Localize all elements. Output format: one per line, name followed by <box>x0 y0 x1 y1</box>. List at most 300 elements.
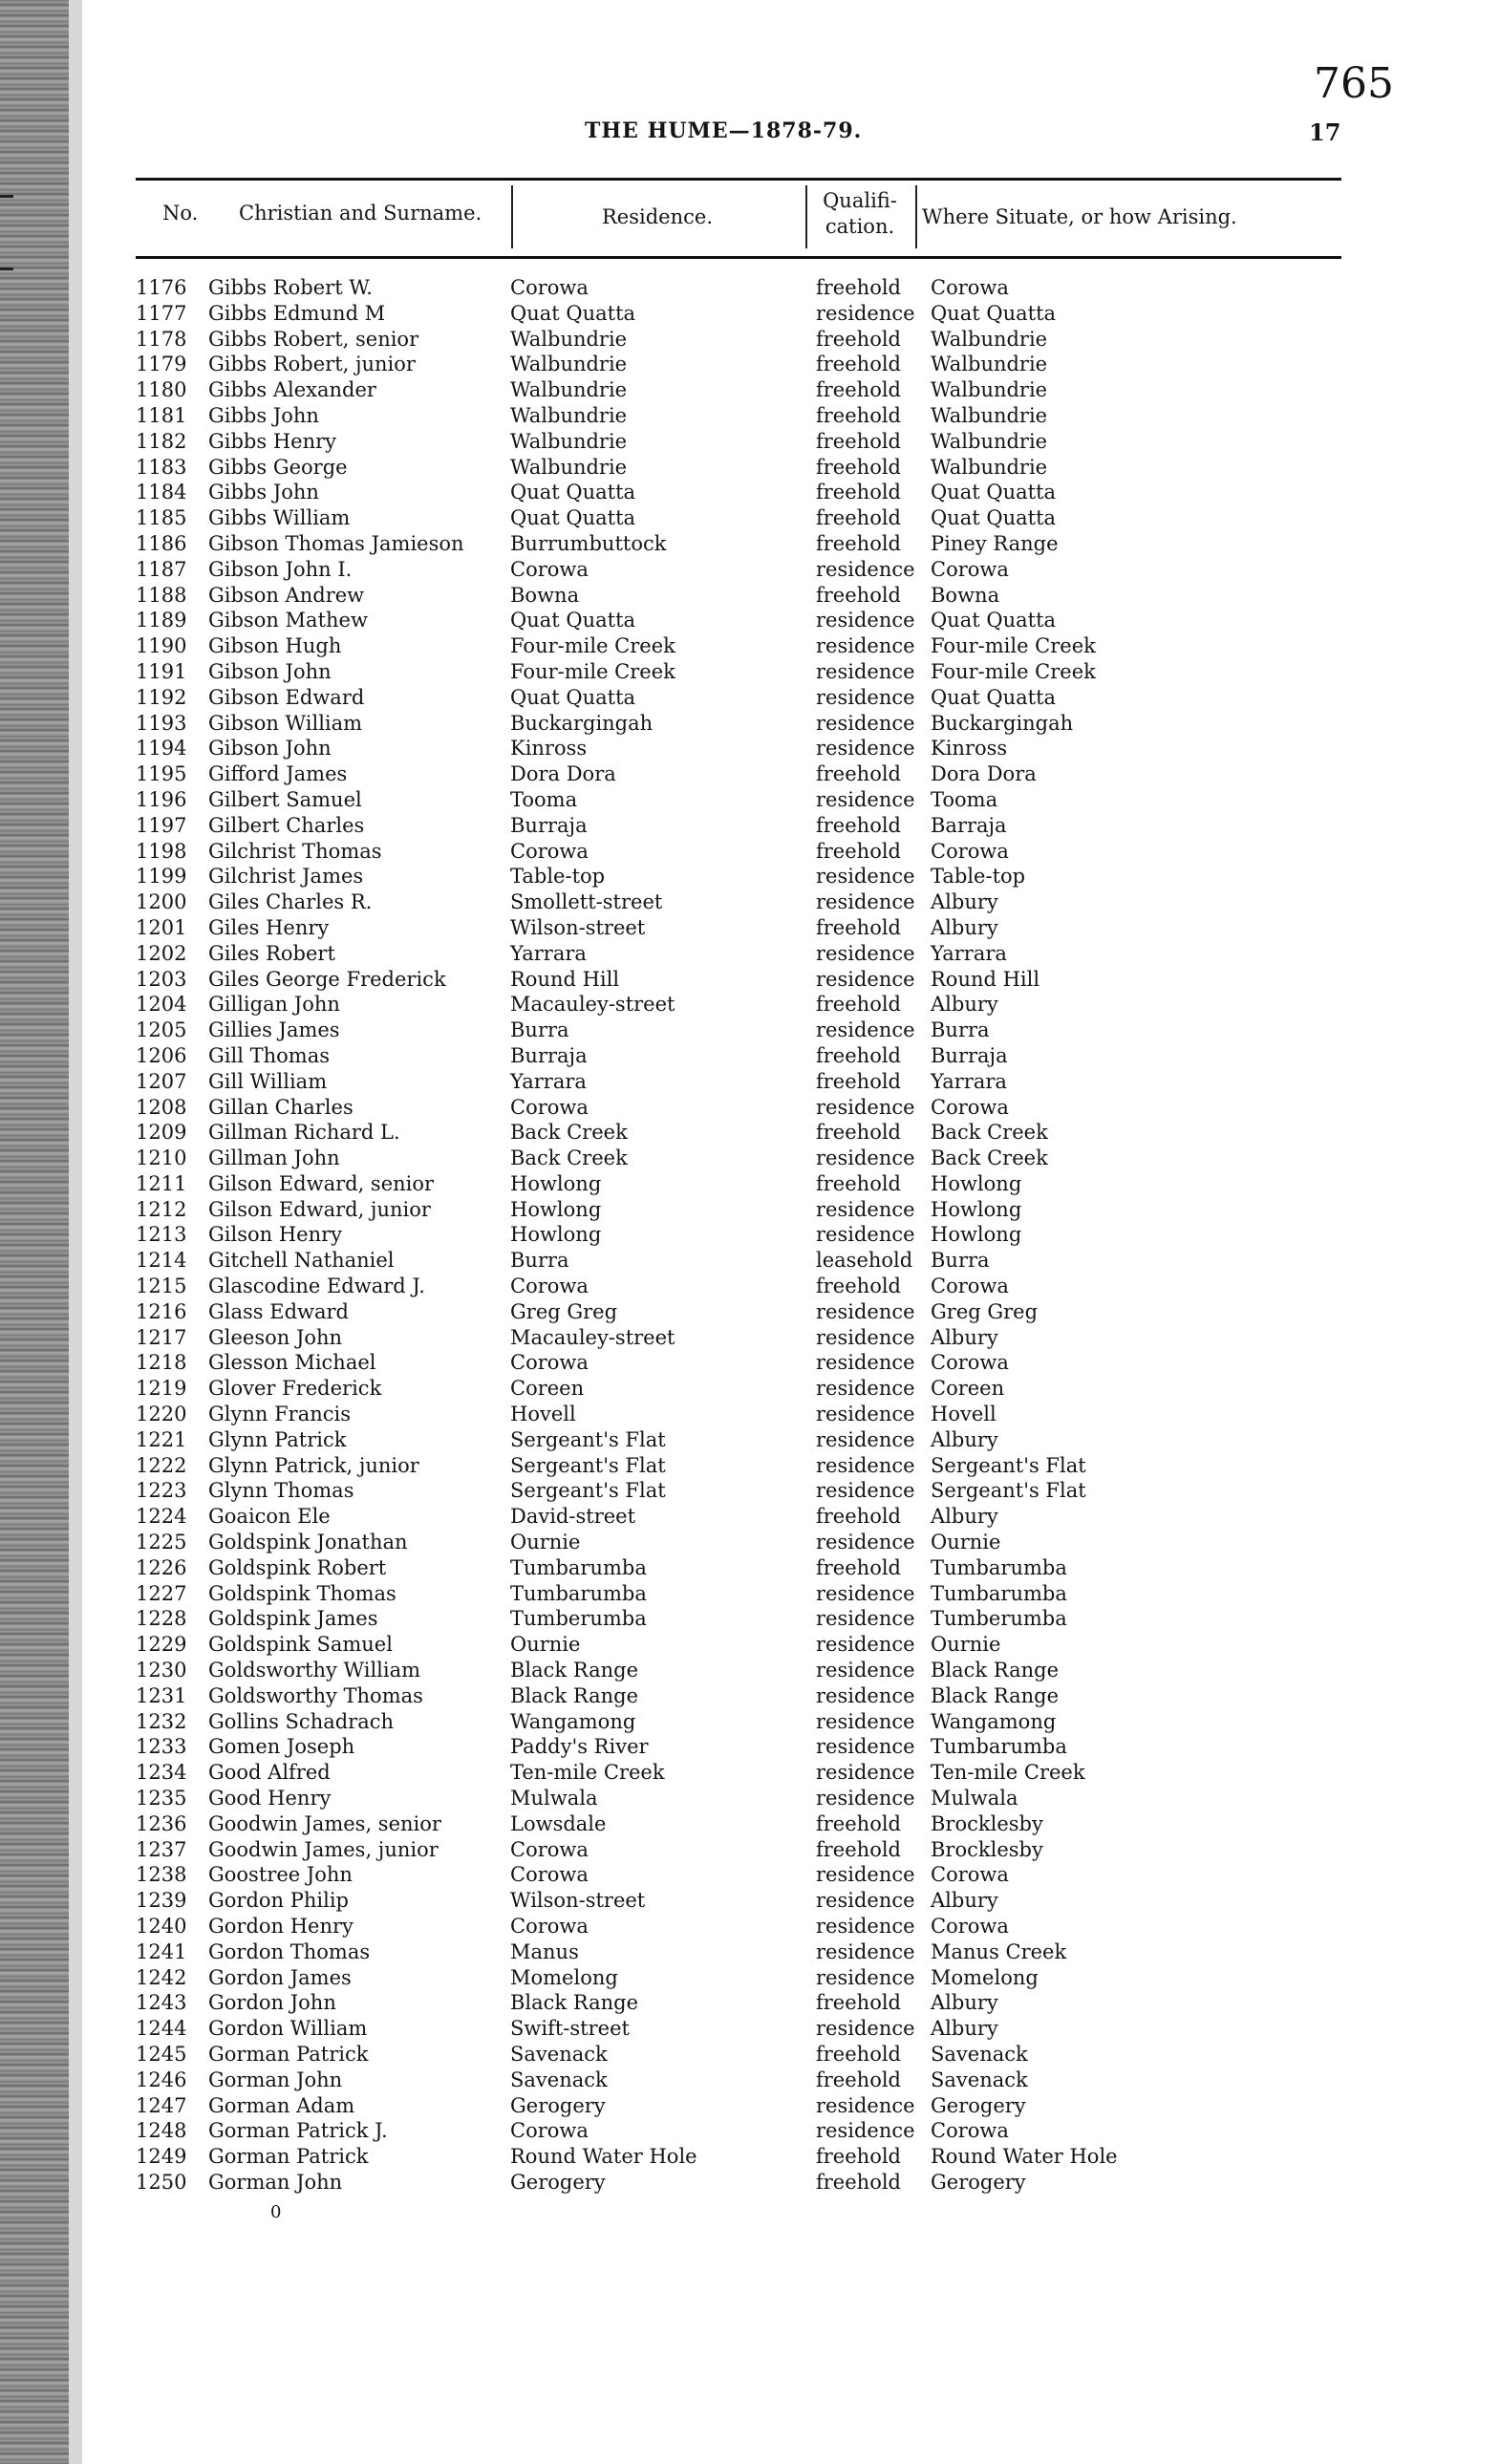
entry-name: Goodwin James, senior <box>208 1811 441 1835</box>
entry-situate: Table-top <box>931 865 1026 889</box>
entry-residence: Four-mile Creek <box>510 659 675 683</box>
entry-name: Gilligan John <box>208 993 340 1017</box>
entry-qualification: residence <box>816 865 915 889</box>
entry-number: 1196 <box>136 787 187 811</box>
entry-name: Gillman Richard L. <box>208 1121 400 1145</box>
entry-residence: Ten-mile Creek <box>510 1761 665 1785</box>
entry-residence: Howlong <box>510 1223 602 1247</box>
list-item <box>136 1222 1341 1248</box>
header-rule-top <box>136 178 1341 181</box>
list-item <box>136 1632 1341 1658</box>
entry-residence: Gerogery <box>510 2093 606 2117</box>
entry-qualification: residence <box>816 1479 915 1503</box>
entry-situate: Gerogery <box>931 2093 1026 2117</box>
entry-qualification: residence <box>816 1915 915 1938</box>
entry-number: 1208 <box>136 1095 187 1119</box>
entry-number: 1230 <box>136 1659 187 1682</box>
entry-number: 1176 <box>136 276 187 299</box>
entry-name: Glynn Francis <box>208 1403 351 1426</box>
list-item <box>136 480 1341 505</box>
entry-situate: Burra <box>931 1018 990 1042</box>
list-item <box>136 1120 1341 1146</box>
entry-residence: Quat Quatta <box>510 301 636 325</box>
entry-number: 1189 <box>136 609 187 632</box>
entry-number: 1180 <box>136 378 187 402</box>
entry-number: 1217 <box>136 1325 187 1349</box>
entry-situate: Howlong <box>931 1197 1022 1221</box>
list-item <box>136 839 1341 865</box>
entry-residence: Hovell <box>510 1403 576 1426</box>
entry-name: Gifford James <box>208 762 348 786</box>
entry-name: Glynn Thomas <box>208 1479 354 1503</box>
entry-residence: Walbundrie <box>510 403 628 427</box>
entry-situate: Coreen <box>931 1377 1005 1401</box>
entry-residence: Wilson-street <box>510 915 646 939</box>
entry-name: Gill Thomas <box>208 1043 330 1067</box>
entry-situate: Albury <box>931 915 998 939</box>
entry-residence: Round Hill <box>510 967 620 991</box>
entry-name: Gibson Andrew <box>208 583 365 607</box>
entry-number: 1220 <box>136 1403 187 1426</box>
list-item <box>136 1504 1341 1530</box>
entry-residence: Black Range <box>510 1991 639 2015</box>
entry-situate: Quat Quatta <box>931 506 1057 530</box>
entry-number: 1205 <box>136 1018 187 1042</box>
list-item <box>136 864 1341 889</box>
entry-residence: Tumbarumba <box>510 1581 647 1605</box>
entry-number: 1193 <box>136 711 187 735</box>
list-item <box>136 327 1341 353</box>
entry-situate: Hovell <box>931 1403 996 1426</box>
entry-number: 1201 <box>136 915 187 939</box>
entry-residence: Macauley-street <box>510 993 675 1017</box>
entry-number: 1186 <box>136 531 187 555</box>
entry-qualification: residence <box>816 2093 915 2117</box>
entry-qualification: freehold <box>816 506 901 530</box>
entry-name: Gomen Joseph <box>208 1735 355 1759</box>
list-item <box>136 685 1341 711</box>
entry-number: 1238 <box>136 1863 187 1887</box>
entry-residence: Sergeant's Flat <box>510 1479 666 1503</box>
entry-situate: Corowa <box>931 1863 1009 1887</box>
entry-residence: Burraja <box>510 1043 588 1067</box>
sheet-number: 17 <box>1309 118 1341 146</box>
entry-number: 1229 <box>136 1633 187 1657</box>
entry-residence: Ournie <box>510 1633 581 1657</box>
entry-name: Gillan Charles <box>208 1095 354 1119</box>
entry-number: 1191 <box>136 659 187 683</box>
entry-situate: Four-mile Creek <box>931 634 1096 658</box>
entry-situate: Corowa <box>931 1351 1009 1375</box>
entry-qualification: freehold <box>816 813 901 837</box>
list-item <box>136 1811 1341 1837</box>
entry-situate: Albury <box>931 890 998 914</box>
entry-residence: Burraja <box>510 813 588 837</box>
entry-qualification: residence <box>816 1299 915 1323</box>
entry-name: Gordon James <box>208 1965 352 1989</box>
entry-residence: Sergeant's Flat <box>510 1453 666 1477</box>
entry-residence: Black Range <box>510 1659 639 1682</box>
entry-qualification: residence <box>816 1683 915 1707</box>
entry-residence: Corowa <box>510 1915 589 1938</box>
entry-qualification: residence <box>816 1939 915 1963</box>
list-item <box>136 1581 1341 1607</box>
entry-residence: Smollett-street <box>510 890 663 914</box>
entry-name: Glascodine Edward J. <box>208 1275 425 1298</box>
list-item <box>136 557 1341 583</box>
list-item <box>136 403 1341 429</box>
entry-situate: Wangamong <box>931 1709 1057 1733</box>
entry-name: Giles George Frederick <box>208 967 446 991</box>
list-item <box>136 1248 1341 1274</box>
entry-name: Gibbs Henry <box>208 429 336 453</box>
entry-situate: Walbundrie <box>931 353 1048 376</box>
elector-list <box>136 275 1341 2196</box>
entry-number: 1214 <box>136 1249 187 1273</box>
entry-name: Goostree John <box>208 1863 353 1887</box>
entry-qualification: residence <box>816 1735 915 1759</box>
list-item <box>136 275 1341 301</box>
entry-qualification: residence <box>816 1018 915 1042</box>
entry-situate: Kinross <box>931 737 1008 761</box>
entry-number: 1199 <box>136 865 187 889</box>
entry-situate: Tumbarumba <box>931 1555 1067 1579</box>
list-item <box>136 2170 1341 2196</box>
entry-residence: Yarrara <box>510 1069 587 1093</box>
entry-qualification: freehold <box>816 378 901 402</box>
entry-number: 1212 <box>136 1197 187 1221</box>
list-item <box>136 1427 1341 1453</box>
entry-qualification: residence <box>816 737 915 761</box>
entry-situate: Black Range <box>931 1683 1060 1707</box>
entry-situate: Ournie <box>931 1633 1001 1657</box>
entry-situate: Corowa <box>931 2119 1009 2143</box>
entry-situate: Quat Quatta <box>931 685 1057 709</box>
entry-qualification: freehold <box>816 2042 901 2066</box>
entry-residence: Back Creek <box>510 1146 628 1170</box>
list-item <box>136 1453 1341 1479</box>
entry-residence: Corowa <box>510 1095 589 1119</box>
entry-name: Goldsworthy William <box>208 1659 421 1682</box>
entry-residence: Kinross <box>510 737 588 761</box>
entry-number: 1243 <box>136 1991 187 2015</box>
entry-number: 1188 <box>136 583 187 607</box>
entry-number: 1246 <box>136 2068 187 2091</box>
entry-qualification: freehold <box>816 583 901 607</box>
list-item <box>136 1965 1341 1991</box>
entry-residence: Black Range <box>510 1683 639 1707</box>
list-item <box>136 659 1341 685</box>
list-item <box>136 1530 1341 1555</box>
entry-number: 1222 <box>136 1453 187 1477</box>
entry-name: Gibbs Alexander <box>208 378 376 402</box>
entry-qualification: residence <box>816 1787 915 1811</box>
entry-residence: Coreen <box>510 1377 585 1401</box>
entry-qualification: residence <box>816 634 915 658</box>
column-divider <box>915 185 917 248</box>
entry-qualification: residence <box>816 941 915 965</box>
header-rule-bottom <box>136 256 1341 259</box>
entry-residence: Howlong <box>510 1171 602 1195</box>
entry-qualification: residence <box>816 1531 915 1554</box>
entry-situate: Mulwala <box>931 1787 1018 1811</box>
entry-number: 1228 <box>136 1607 187 1631</box>
entry-residence: Burra <box>510 1249 569 1273</box>
entry-residence: Corowa <box>510 1863 589 1887</box>
entry-situate: Momelong <box>931 1965 1039 1989</box>
entry-situate: Round Hill <box>931 967 1040 991</box>
entry-qualification: freehold <box>816 1171 901 1195</box>
entry-name: Gibbs John <box>208 481 319 504</box>
entry-residence: Momelong <box>510 1965 618 1989</box>
entry-residence: Sergeant's Flat <box>510 1427 666 1451</box>
entry-name: Gorman Patrick <box>208 2145 369 2169</box>
entry-residence: Tooma <box>510 787 578 811</box>
margin-tick <box>0 268 13 270</box>
entry-name: Gilbert Samuel <box>208 787 362 811</box>
entry-number: 1177 <box>136 301 187 325</box>
entry-name: Goldsworthy Thomas <box>208 1683 423 1707</box>
entry-situate: Manus Creek <box>931 1939 1067 1963</box>
entry-residence: Manus <box>510 1939 579 1963</box>
list-item <box>136 583 1341 609</box>
entry-qualification: residence <box>816 1607 915 1631</box>
entry-qualification: residence <box>816 1095 915 1119</box>
entry-situate: Albury <box>931 1505 998 1529</box>
entry-name: Gordon William <box>208 2017 368 2041</box>
list-item <box>136 1350 1341 1376</box>
list-item <box>136 1606 1341 1632</box>
column-header-name: Christian and Surname. <box>239 202 482 225</box>
entry-situate: Corowa <box>931 557 1009 581</box>
column-header-situate: Where Situate, or how Arising. <box>922 205 1237 228</box>
entry-name: Goldspink Samuel <box>208 1633 393 1657</box>
list-item <box>136 1299 1341 1325</box>
list-item <box>136 608 1341 633</box>
entry-qualification: residence <box>816 1761 915 1785</box>
entry-situate: Corowa <box>931 839 1009 863</box>
entry-residence: Lowsdale <box>510 1811 607 1835</box>
entry-name: Gibson William <box>208 711 363 735</box>
entry-residence: Corowa <box>510 557 589 581</box>
entry-residence: Savenack <box>510 2068 608 2091</box>
list-item <box>136 301 1341 327</box>
entry-situate: Ournie <box>931 1531 1001 1554</box>
column-header-no: No. <box>162 202 199 225</box>
entry-name: Gordon Henry <box>208 1915 354 1938</box>
entry-residence: Walbundrie <box>510 327 628 351</box>
list-item <box>136 377 1341 403</box>
entry-situate: Savenack <box>931 2042 1028 2066</box>
entry-number: 1184 <box>136 481 187 504</box>
entry-residence: Wangamong <box>510 1709 636 1733</box>
entry-situate: Albury <box>931 993 998 1017</box>
entry-number: 1187 <box>136 557 187 581</box>
list-item <box>136 1095 1341 1121</box>
entry-name: Giles Charles R. <box>208 890 373 914</box>
entry-qualification: freehold <box>816 403 901 427</box>
column-divider <box>805 185 807 248</box>
entry-name: Gorman Patrick J. <box>208 2119 388 2143</box>
entry-situate: Walbundrie <box>931 429 1048 453</box>
entry-name: Giles Robert <box>208 941 335 965</box>
entry-number: 1219 <box>136 1377 187 1401</box>
entry-number: 1190 <box>136 634 187 658</box>
entry-qualification: residence <box>816 557 915 581</box>
entry-name: Gibbs William <box>208 506 351 530</box>
entry-qualification: freehold <box>816 839 901 863</box>
list-item <box>136 1888 1341 1914</box>
entry-qualification: residence <box>816 1863 915 1887</box>
list-item <box>136 2042 1341 2068</box>
entry-qualification: residence <box>816 1223 915 1247</box>
entry-number: 1237 <box>136 1837 187 1861</box>
entry-residence: Corowa <box>510 2119 589 2143</box>
entry-qualification: residence <box>816 1197 915 1221</box>
entry-number: 1216 <box>136 1299 187 1323</box>
entry-qualification: freehold <box>816 2068 901 2091</box>
entry-qualification: residence <box>816 1633 915 1657</box>
entry-residence: Back Creek <box>510 1121 628 1145</box>
entry-name: Gibson Edward <box>208 685 365 709</box>
entry-number: 1195 <box>136 762 187 786</box>
entry-name: Gleeson John <box>208 1325 343 1349</box>
entry-residence: Mulwala <box>510 1787 598 1811</box>
entry-situate: Corowa <box>931 1915 1009 1938</box>
entry-name: Goldspink Thomas <box>208 1581 396 1605</box>
entry-residence: Table-top <box>510 865 606 889</box>
entry-situate: Corowa <box>931 1275 1009 1298</box>
entry-qualification: freehold <box>816 276 901 299</box>
entry-qualification: residence <box>816 1377 915 1401</box>
entry-situate: Tumberumba <box>931 1607 1067 1631</box>
list-item <box>136 429 1341 455</box>
entry-number: 1181 <box>136 403 187 427</box>
list-item <box>136 505 1341 531</box>
entry-situate: Corowa <box>931 276 1009 299</box>
entry-name: Good Alfred <box>208 1761 331 1785</box>
entry-qualification: freehold <box>816 1069 901 1093</box>
entry-name: Gibbs Edmund M <box>208 301 386 325</box>
entry-number: 1224 <box>136 1505 187 1529</box>
entry-qualification: residence <box>816 1351 915 1375</box>
entry-name: Gibbs Robert W. <box>208 276 373 299</box>
list-item <box>136 711 1341 737</box>
list-item <box>136 1914 1341 1939</box>
entry-qualification: residence <box>816 301 915 325</box>
entry-qualification: freehold <box>816 1991 901 2015</box>
entry-name: Gibson Hugh <box>208 634 342 658</box>
entry-situate: Walbundrie <box>931 403 1048 427</box>
entry-residence: Walbundrie <box>510 353 628 376</box>
entry-qualification: freehold <box>816 1121 901 1145</box>
list-item <box>136 455 1341 481</box>
entry-residence: Dora Dora <box>510 762 616 786</box>
entry-qualification: residence <box>816 1453 915 1477</box>
entry-name: Glass Edward <box>208 1299 349 1323</box>
entry-name: Gitchell Nathaniel <box>208 1249 395 1273</box>
list-item <box>136 1043 1341 1069</box>
entry-name: Gordon John <box>208 1991 336 2015</box>
entry-name: Gillman John <box>208 1146 340 1170</box>
list-item <box>136 2093 1341 2119</box>
entry-residence: Tumberumba <box>510 1607 647 1631</box>
entry-residence: Yarrara <box>510 941 587 965</box>
entry-qualification: residence <box>816 1659 915 1682</box>
entry-number: 1233 <box>136 1735 187 1759</box>
entry-name: Gorman John <box>208 2170 343 2194</box>
entry-name: Gorman Adam <box>208 2093 355 2117</box>
entry-number: 1236 <box>136 1811 187 1835</box>
entry-residence: Bowna <box>510 583 580 607</box>
list-item <box>136 1069 1341 1095</box>
list-item <box>136 1939 1341 1965</box>
entry-situate: Albury <box>931 1889 998 1913</box>
list-item <box>136 967 1341 993</box>
entry-residence: Wilson-street <box>510 1889 646 1913</box>
list-item <box>136 1478 1341 1504</box>
column-header-qualification: Qualifi- cation. <box>823 189 897 238</box>
entry-number: 1245 <box>136 2042 187 2066</box>
entry-qualification: residence <box>816 787 915 811</box>
entry-situate: Walbundrie <box>931 455 1048 479</box>
entry-residence: Corowa <box>510 1275 589 1298</box>
list-item <box>136 1018 1341 1043</box>
entry-qualification: residence <box>816 967 915 991</box>
entry-qualification: residence <box>816 1581 915 1605</box>
list-item <box>136 889 1341 915</box>
entry-residence: Burrumbuttock <box>510 531 667 555</box>
entry-number: 1203 <box>136 967 187 991</box>
entry-qualification: freehold <box>816 993 901 1017</box>
page-number: 765 <box>1314 59 1394 108</box>
entry-number: 1182 <box>136 429 187 453</box>
entry-number: 1235 <box>136 1787 187 1811</box>
list-item <box>136 1734 1341 1760</box>
entry-situate: Four-mile Creek <box>931 659 1096 683</box>
entry-number: 1221 <box>136 1427 187 1451</box>
entry-qualification: residence <box>816 1965 915 1989</box>
entry-qualification: residence <box>816 2017 915 2041</box>
entry-number: 1179 <box>136 353 187 376</box>
entry-situate: Savenack <box>931 2068 1028 2091</box>
entry-number: 1215 <box>136 1275 187 1298</box>
entry-name: Gibbs Robert, junior <box>208 353 416 376</box>
entry-number: 1239 <box>136 1889 187 1913</box>
entry-residence: Corowa <box>510 1837 589 1861</box>
entry-qualification: freehold <box>816 1505 901 1529</box>
entry-name: Gibbs George <box>208 455 348 479</box>
entry-name: Gilchrist Thomas <box>208 839 382 863</box>
list-item <box>136 1171 1341 1197</box>
entry-situate: Albury <box>931 1991 998 2015</box>
entry-situate: Sergeant's Flat <box>931 1479 1086 1503</box>
list-item <box>136 2118 1341 2144</box>
entry-residence: Round Water Hole <box>510 2145 697 2169</box>
entry-name: Gollins Schadrach <box>208 1709 395 1733</box>
entry-situate: Burraja <box>931 1043 1008 1067</box>
entry-qualification: freehold <box>816 915 901 939</box>
entry-residence: Ournie <box>510 1531 581 1554</box>
entry-number: 1204 <box>136 993 187 1017</box>
entry-number: 1241 <box>136 1939 187 1963</box>
column-header-residence: Residence. <box>602 205 713 228</box>
entry-residence: Buckargingah <box>510 711 654 735</box>
entry-situate: Howlong <box>931 1223 1022 1247</box>
entry-qualification: residence <box>816 1709 915 1733</box>
list-item <box>136 1760 1341 1786</box>
footer-mark: 0 <box>270 2202 282 2222</box>
